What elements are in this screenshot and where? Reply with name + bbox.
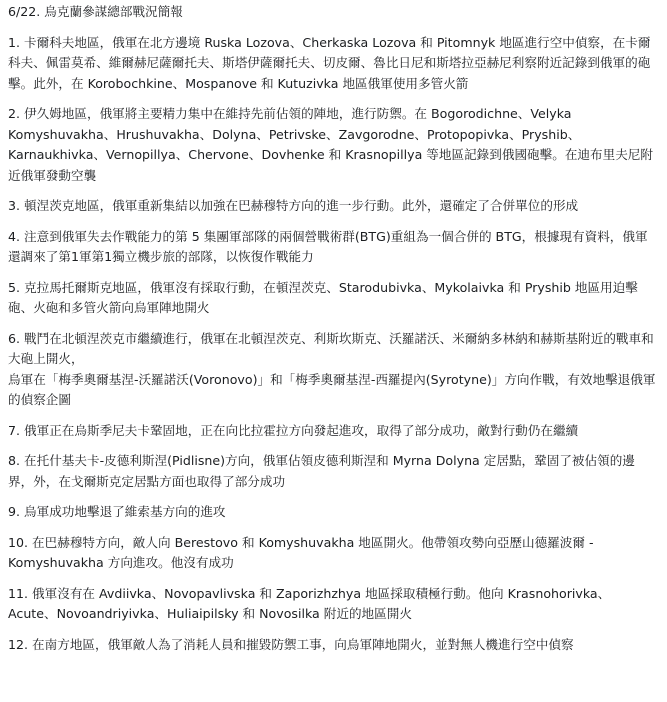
report-item-2	[8, 104, 657, 186]
report-item-text: 烏軍在「梅季奧爾基涅-沃羅諾沃(Voronovo)」和「梅季奧爾基涅-西羅提內(Syrotyne)」方向作戰，有效地擊退俄軍的偵察企圖	[8, 371, 656, 407]
report-item-text: 3. 頓涅茨克地區，俄軍重新集結以加強在巴赫穆特方向的進一步行動。此外，還確定了合併單位的形成	[8, 198, 579, 213]
report-item-11	[8, 584, 657, 625]
report-item-4	[8, 227, 657, 268]
report-item-text: 12. 在南方地區，俄軍敵人為了消耗人員和摧毀防禦工事，向烏軍陣地開火，並對無人機進行空中偵察	[8, 636, 574, 652]
report-item-9	[8, 502, 657, 523]
report-item-8	[8, 451, 657, 492]
report-item-7	[8, 421, 657, 442]
report-item-text: 10. 在巴赫穆特方向，敵人向 Berestovo 和 Komyshuvakha 地區開火。他帶領攻勢向亞歷山德羅波爾 - Komyshuvakha 方向進攻。他沒有成功	[8, 534, 594, 570]
report-item-text: 11. 俄軍沒有在 Avdiivka、Novopavlivska 和 Zaporizhzhya 地區採取積極行動。他向 Krasnohorivka、Acute、Novoandriyivka、Huliaipilsky 和 Novosilka 附近的地區開火	[8, 585, 611, 621]
report-item-text: 1. 卡爾科夫地區，俄軍在北方邊境 Ruska Lozova、Cherkaska Lozova 和 Pitomnyk 地區進行空中偵察，在卡爾科夫、佩雷莫希、維爾赫尼薩爾托夫、斯塔伊薩爾托夫、切皮爾、魯比日尼和斯塔拉亞赫尼利察附近記錄到俄軍的砲擊。此外，在 Korobochkine、Mospanove 和 Kutuzivka 地區俄軍使用多管火箭	[8, 34, 651, 91]
report-item-text: 9. 烏軍成功地擊退了維索基方向的進攻	[8, 504, 226, 519]
report-item-text: 5. 克拉馬托爾斯克地區，俄軍沒有採取行動，在頓涅茨克、Starodubivka、Mykolaivka 和 Pryshib 地區用迫擊砲、火砲和多管火箭向烏軍陣地開火	[8, 279, 638, 315]
report-item-12	[8, 635, 657, 656]
report-item-10	[8, 533, 657, 574]
report-item-text: 8. 在托什基夫卡-皮德利斯涅(Pidlisne)方向，俄軍佔領皮德利斯涅和 Myrna Dolyna 定居點，鞏固了被佔領的邊界，外，在戈爾斯克定居點方面也取得了部分成功	[8, 453, 635, 489]
report-item-5	[8, 278, 657, 319]
report-item-text: 7. 俄軍正在烏斯季尼夫卡鞏固地，正在向比拉霍拉方向發起進攻，取得了部分成功，敵對行動仍在繼續	[8, 422, 579, 438]
report-item-text: 2. 伊久姆地區，俄軍將主要精力集中在維持先前佔領的陣地，進行防禦。在 Bogorodichne、Velyka Komyshuvakha、Hrushuvakha、Dolyna、Petrivske、Zavgorodne、Protopopivka、Pryshib、Karnaukhivka、Vernopillya、Chervone、Dovhenke 和 Krasnopillya 等地區記錄到俄國砲擊。在迪布里夫尼附近俄軍發動空襲	[8, 106, 653, 183]
report-item-1	[8, 33, 657, 95]
report-item-text: 4. 注意到俄軍失去作戰能力的第 5 集團軍部隊的兩個營戰術群(BTG)重組為一個合併的 BTG，根據現有資料，俄軍還調來了第1軍第1獨立機步旅的部隊，以恢復作戰能力	[8, 228, 648, 264]
post-title: 6/22. 烏克蘭參謀總部戰況簡報	[8, 4, 183, 19]
report-item-6	[8, 329, 657, 411]
report-item-text: 6. 戰鬥在北頓涅茨克市繼續進行，俄軍在北頓涅茨克、利斯坎斯克、沃羅諾沃、米爾納多林納和赫斯基附近的戰車和大砲上開火，	[8, 330, 654, 366]
report-item-3	[8, 196, 657, 217]
